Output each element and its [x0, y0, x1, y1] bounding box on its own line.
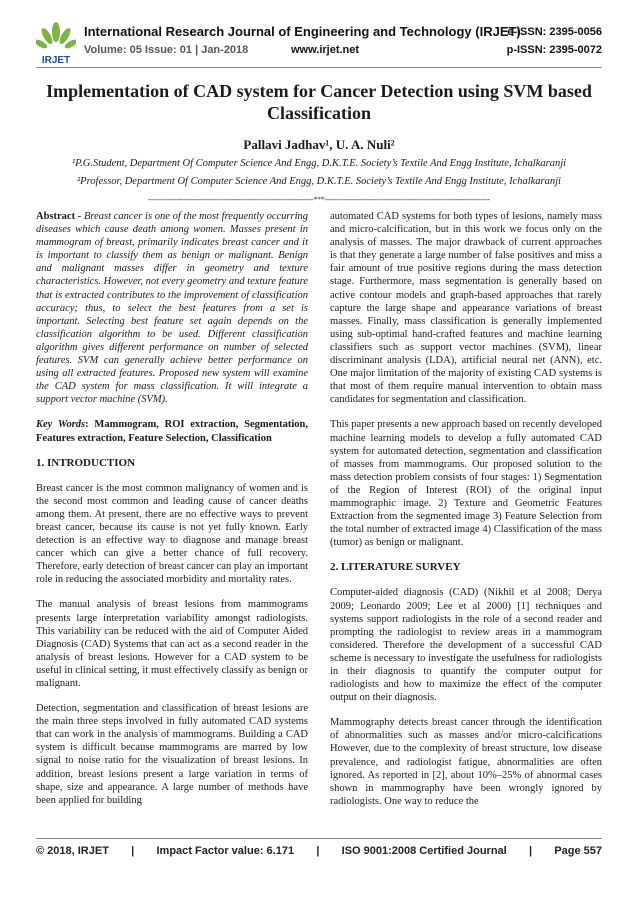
eissn: e-ISSN: 2395-0056: [507, 26, 602, 38]
paragraph: Breast cancer is the most common malignancy of women and is the second most common and leading cause of cancer deaths among them. At present, there are no effective ways to prevent breast cancer, because its cause is not yet fully known. Early detection is an effective way to diagnose and manage breast cancer which can give a better chance of full recovery. Therefore, early detection of breast cancer can play an important role in reducing the associated morbidity and mortality rates.: [36, 482, 308, 586]
keywords-text: : Mammogram, ROI extraction, Segmentation, Features extraction, Feature Selection, Classification: [36, 419, 308, 444]
abstract-label: Abstract -: [36, 211, 82, 222]
literature-heading: 2. LITERATURE SURVEY: [330, 561, 461, 574]
paragraph: automated CAD systems for both types of lesions, namely mass and micro-calcification, but in this work we focus only on the analysis of masses. The major drawback of current approaches is that they generate a large number of false positives and miss a fair amount of true positive regions during the mass detection stage. Furthermore, mass segmentation is generally based on active contour models and graph-based approaches that rarely capture the large shape and appearance variations of breast masses. Finally, mass classification is generally implemented using sub-optimal hand-crafted features and machine learning classifiers such as support vector machines (SVM), linear discriminant analysis (LDA), artificial neural net (ANN), etc. One major limitation of the majority of existing CAD systems is that most of them require manual intervention to obtain mass candidates for segmentation and classification.: [330, 211, 602, 406]
footer-page: Page 557: [554, 845, 602, 857]
paper-authors: Pallavi Jadhav¹, U. A. Nuli²: [243, 137, 395, 152]
footer-sep: |: [316, 845, 320, 857]
right-column: [330, 210, 602, 820]
pissn: p-ISSN: 2395-0072: [506, 44, 602, 56]
volume-issue: Volume: 05 Issue: 01 | Jan-2018: [84, 44, 249, 56]
paragraph: Detection, segmentation and classification of breast lesions are the main three steps involved in fully automated CAD systems that can work in the analysis of mammograms. Building a CAD system is difficult because mammograms are marred by low signal to noise ratio for the visualization of breast lesions. In addition, breast lesions present a large variation in terms of shape, size and appearance. A large number of methods have been applied for building: [36, 703, 308, 806]
affiliation-1: ¹P.G.Student, Department Of Computer Science And Engg, D.K.T.E. Society’s Textile And Engg Institute, Ichalkaranji: [71, 158, 567, 169]
footer-iso: ISO 9001:2008 Certified Journal: [341, 845, 507, 857]
paper-title: Implementation of CAD system for Cancer Detection using SVM based Classification: [46, 81, 592, 123]
affiliation-2: ²Professor, Department Of Computer Science And Engg, D.K.T.E. Society’s Textile And Engg Institute, Ichalkaranji: [77, 176, 561, 187]
journal-name: International Research Journal of Engineering and Technology (IRJET): [84, 24, 521, 39]
paragraph: This paper presents a new approach based on recently developed machine learning models to develop a fully automated CAD system for automated detection, segmentation and classification of masses from mammograms. Our proposed solution to the mass detection problem consists of four stages: 1) Segmentation of the Region of Interest (ROI) of the original input mammographic image. 2) Texture and Geometric Features Extraction from the segmented image 3) Feature Selection from the total number of extracted image 4) Classification of the mass (tumor) as benign or malignant.: [330, 419, 603, 549]
footer-copyright: © 2018, IRJET: [36, 845, 109, 857]
footer-rule: [36, 838, 602, 839]
keywords-label: Key Words: [36, 419, 86, 431]
separator-line: ----------------------------------------------------------------------***----------------------------------------------------------------------: [147, 195, 491, 204]
left-column: [36, 210, 308, 819]
paragraph: The manual analysis of breast lesions from mammograms presents large interpretation variability amongst radiologists. This variability can be reduced with the aid of Computer Aided Diagnosis (CAD) Systems that can act as a second reader in the analysis of breast lesions. However for a CAD system to be useful in clinical setting, it must effectively classify as benign or malignant.: [36, 599, 308, 689]
page-footer: [36, 845, 602, 857]
footer-sep: |: [131, 845, 135, 857]
logo-text: IRJET: [41, 55, 71, 66]
journal-website[interactable]: www.irjet.net: [291, 44, 360, 56]
irjet-logo-icon: [36, 22, 76, 66]
footer-sep: |: [528, 845, 533, 857]
journal-header: [36, 22, 602, 68]
paragraph: Computer-aided diagnosis (CAD) (Nikhil et al 2008; Derya 2009; Leonardo 2009; Lee et al 2000) [1] techniques and systems support radiologists in the role of a second reader and prompting the radiologist to review areas in a mammogram considered. Therefore the development of a successful CAD scheme is necessary to investigate the usefulness for radiologists in their diagnosis to quantify the computer output for radiologists and how to maximize the effect of the computer output on their diagnosis.: [330, 587, 602, 704]
abstract-text: Breast cancer is one of the most frequently occurring diseases which cause death among women. Masses present in mammogram of breast, primarily indicates breast cancer and it is important to classify them as benign or malignant. Benign and malignant masses differ in geometry and texture characteristics. However, not every geometry and texture feature that is extracted contributes to the improvement of classification accuracy; thus, to select the best features from a set is important. Selecting best feature set again depends on the classification algorithm to be used. Different classification algorithm gives different performance on number of selected features. SVM can generally achieve better performance on using all extracted features. Proposed new system will examine the CAD system for mass classification. It will integrate a support vector machine (SVM).: [36, 211, 308, 406]
abstract: [36, 210, 308, 406]
footer-impact: Impact Factor value: 6.171: [156, 845, 295, 857]
paragraph: Mammography detects breast cancer through the identification of abnormalities such as masses and/or micro-calcifications However, due to the complexity of breast structure, low disease prevalence, and radiologist fatigue, abnormalities are often ignored. As reported in [2], about 10%–25% of abnormal cases shown in mammography have been wrongly ignored by radiologists. One way to reduce the: [330, 717, 602, 807]
header-rule: [36, 67, 602, 68]
keywords: [36, 418, 308, 444]
intro-heading: 1. INTRODUCTION: [36, 456, 136, 469]
